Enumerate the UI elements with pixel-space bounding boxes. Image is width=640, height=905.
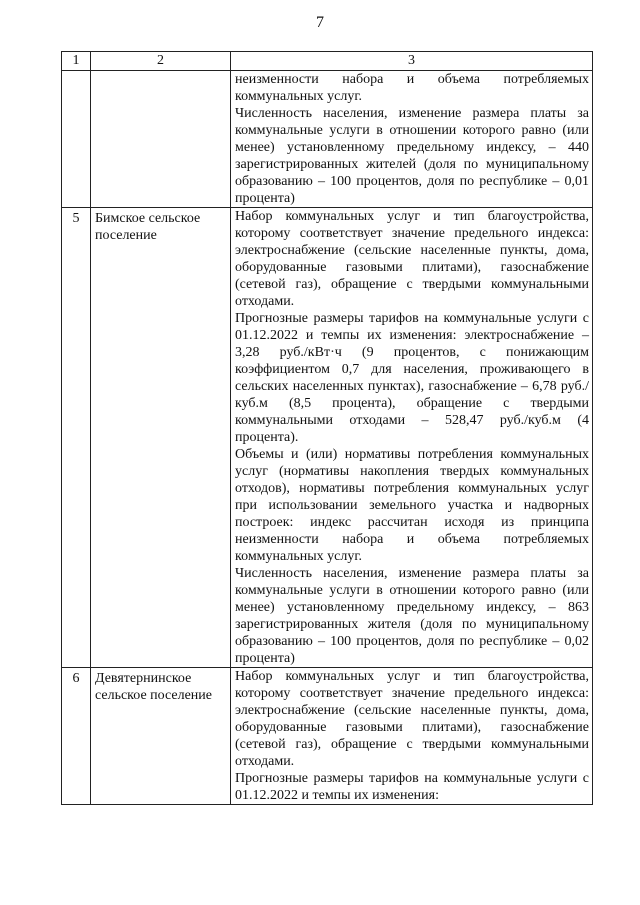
description-paragraph: Объемы и (или) нормативы потребления коммунальных услуг (нормативы накопления твердых коммунальных отходов), нормативы потребления коммунальных услуг при использовании земельного участка и надворных построек: индекс рассчитан исходя из принципа неизменности набора и объема потребляемых коммунальных услуг. [235, 447, 589, 564]
description-cell [231, 668, 593, 805]
settlement-name: Бимское сельское поселение [91, 208, 231, 668]
table-row [62, 668, 593, 805]
description-paragraph: Прогнозные размеры тарифов на коммунальные услуги с 01.12.2022 и темпы их изменения: электроснабжение – 3,28 руб./кВт·ч (9 процентов, с понижающим коэффициентом 0,7 для населения, проживающего в сельских населенных пунктах), газоснабжение – 6,78 руб./куб.м (8,5 процента), обращение с твердыми коммунальными отходами – 528,47 руб./куб.м (4 процента). [235, 311, 589, 445]
settlement-name [91, 71, 231, 208]
description-paragraph: Численность населения, изменение размера платы за коммунальные услуги в отношении которого равно (или менее) установленному предельному индексу, – 440 зарегистрированных жителей (доля по муниципальному образованию – 100 процентов, доля по республике – 0,01 процента) [235, 106, 589, 206]
settlement-name: Девятернинское сельское поселение [91, 668, 231, 805]
description-cell [231, 71, 593, 208]
table-row [62, 208, 593, 668]
header-cell-1: 1 [62, 52, 91, 71]
row-number [62, 71, 91, 208]
header-cell-2: 2 [91, 52, 231, 71]
row-number: 6 [62, 668, 91, 805]
table-header-row [62, 52, 593, 71]
description-paragraph: Прогнозные размеры тарифов на коммунальные услуги с 01.12.2022 и темпы их изменения: [235, 771, 589, 803]
table-row [62, 71, 593, 208]
header-cell-3: 3 [231, 52, 593, 71]
row-number: 5 [62, 208, 91, 668]
description-paragraph: Набор коммунальных услуг и тип благоустройства, которому соответствует значение предельного индекса: электроснабжение (сельские населенные пункты, дома, оборудованные газовыми плитами), газоснабжение (сетевой газ), обращение с твердыми коммунальными отходами. [235, 669, 589, 769]
page-number: 7 [316, 14, 324, 31]
description-paragraph: Численность населения, изменение размера платы за коммунальные услуги в отношении которого равно (или менее) установленному предельному индексу, – 863 зарегистрированных жителя (доля по муниципальному образованию – 100 процентов, доля по республике – 0,02 процента) [235, 566, 589, 666]
description-paragraph: неизменности набора и объема потребляемых коммунальных услуг. [235, 72, 589, 104]
description-cell [231, 208, 593, 668]
tariff-table [61, 51, 593, 805]
description-paragraph: Набор коммунальных услуг и тип благоустройства, которому соответствует значение предельного индекса: электроснабжение (сельские населенные пункты, дома, оборудованные газовыми плитами), газоснабжение (сетевой газ), обращение с твердыми коммунальными отходами. [235, 209, 589, 309]
